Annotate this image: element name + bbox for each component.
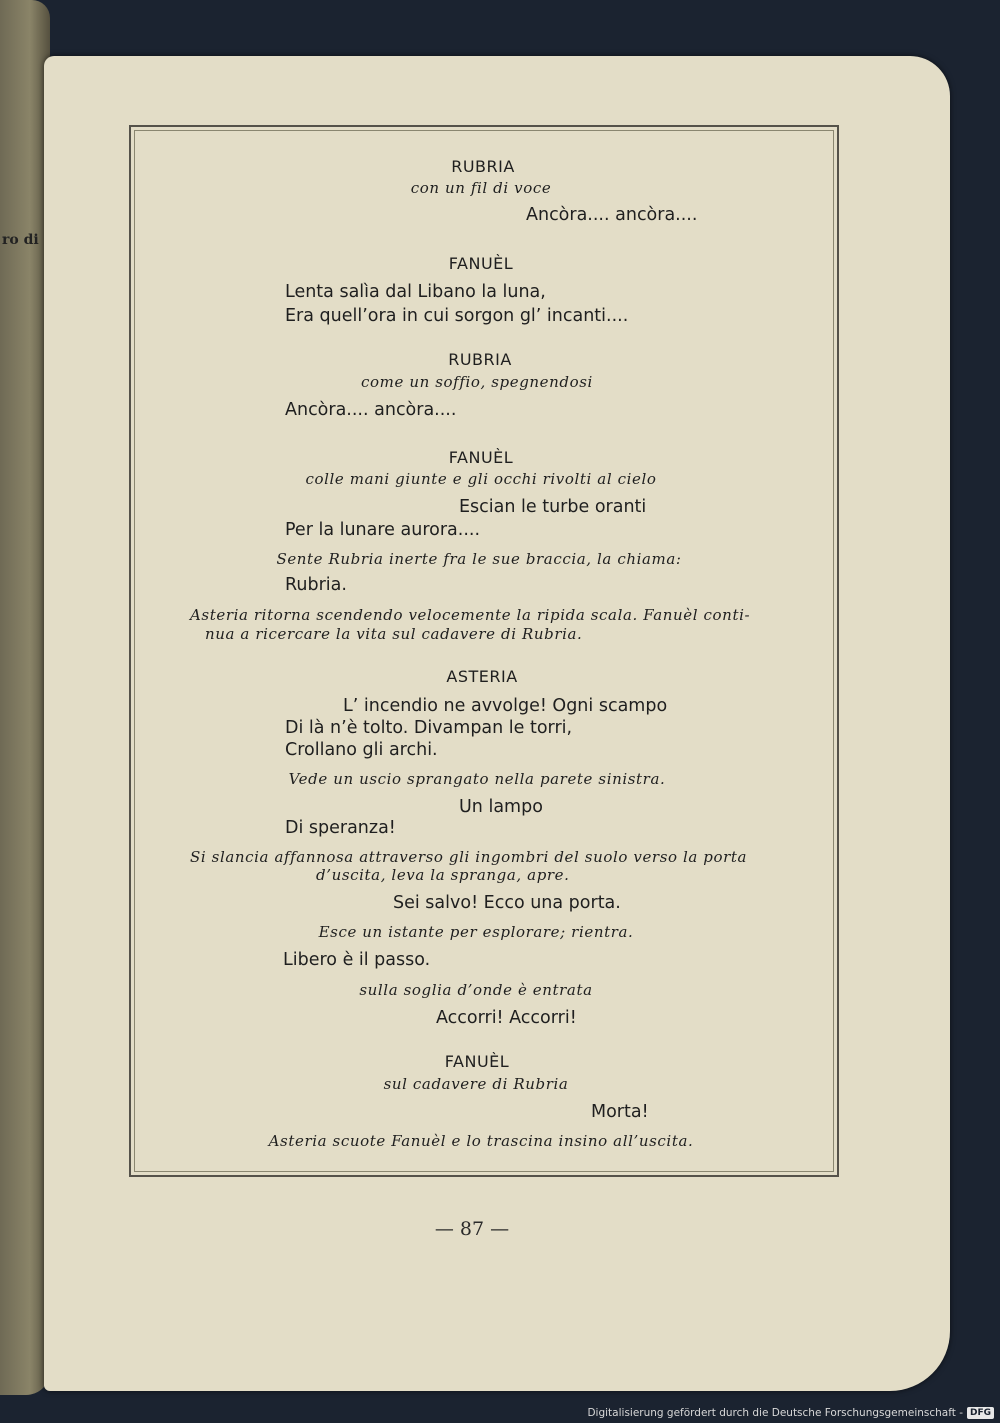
verse-line: Escian le turbe oranti bbox=[459, 497, 647, 517]
stage-direction: Vede un uscio sprangato nella parete sinistra. bbox=[288, 770, 666, 788]
stage-direction: nua a ricercare la vita sul cadavere di Rubria. bbox=[205, 625, 583, 643]
stage-direction: Sente Rubria inerte fra le sue braccia, la chiama: bbox=[276, 550, 682, 568]
verse-line: Rubria. bbox=[285, 575, 347, 595]
dfg-logo: DFG bbox=[967, 1407, 994, 1419]
stage-direction: Esce un istante per esplorare; rientra. bbox=[318, 923, 634, 941]
speaker-name: FANUÈL bbox=[444, 1052, 510, 1071]
stage-direction: Si slancia affannosa attraverso gli ingombri del suolo verso la porta bbox=[190, 848, 748, 866]
stage-direction: come un soffio, spegnendosi bbox=[361, 373, 593, 391]
verse-line: Un lampo bbox=[459, 797, 543, 817]
verse-line: Ancòra.... ancòra.... bbox=[526, 205, 698, 225]
stage-direction: sulla soglia d’onde è entrata bbox=[359, 981, 593, 999]
previous-page-fragment: ro di bbox=[2, 232, 39, 248]
speaker-name: ASTERIA bbox=[446, 667, 518, 686]
digitization-footer bbox=[587, 1407, 994, 1419]
verse-line: Lenta salìa dal Libano la luna, bbox=[285, 282, 546, 302]
stage-direction: con un fil di voce bbox=[410, 179, 552, 197]
speaker-name: RUBRIA bbox=[448, 350, 512, 369]
verse-line: Accorri! Accorri! bbox=[436, 1008, 577, 1028]
verse-line: Di speranza! bbox=[285, 818, 396, 838]
page-number: — 87 — bbox=[434, 1218, 510, 1240]
verse-line: Morta! bbox=[591, 1102, 649, 1122]
speaker-name: FANUÈL bbox=[448, 254, 514, 273]
stage-direction: colle mani giunte e gli occhi rivolti al cielo bbox=[305, 470, 657, 488]
verse-line: Per la lunare aurora.... bbox=[285, 520, 481, 540]
stage-direction: Asteria scuote Fanuèl e lo trascina insino all’uscita. bbox=[268, 1132, 694, 1150]
verse-line: Crollano gli archi. bbox=[285, 740, 438, 760]
speaker-name: RUBRIA bbox=[451, 157, 515, 176]
verse-line: Ancòra.... ancòra.... bbox=[285, 400, 457, 420]
verse-line: L’ incendio ne avvolge! Ogni scampo bbox=[343, 696, 668, 716]
previous-page-edge bbox=[0, 0, 50, 1395]
stage-direction: sul cadavere di Rubria bbox=[383, 1075, 569, 1093]
stage-direction: Asteria ritorna scendendo velocemente la ripida scala. Fanuèl conti- bbox=[190, 606, 751, 624]
verse-line: Di là n’è tolto. Divampan le torri, bbox=[285, 718, 573, 738]
verse-line: Era quell’ora in cui sorgon gl’ incanti.... bbox=[285, 306, 629, 326]
speaker-name: FANUÈL bbox=[448, 448, 514, 467]
verse-line: Libero è il passo. bbox=[283, 950, 431, 970]
stage-direction: d’uscita, leva la spranga, apre. bbox=[316, 866, 570, 884]
footer-text: Digitalisierung gefördert durch die Deutsche Forschungsgemeinschaft - bbox=[587, 1407, 963, 1419]
verse-line: Sei salvo! Ecco una porta. bbox=[393, 893, 621, 913]
